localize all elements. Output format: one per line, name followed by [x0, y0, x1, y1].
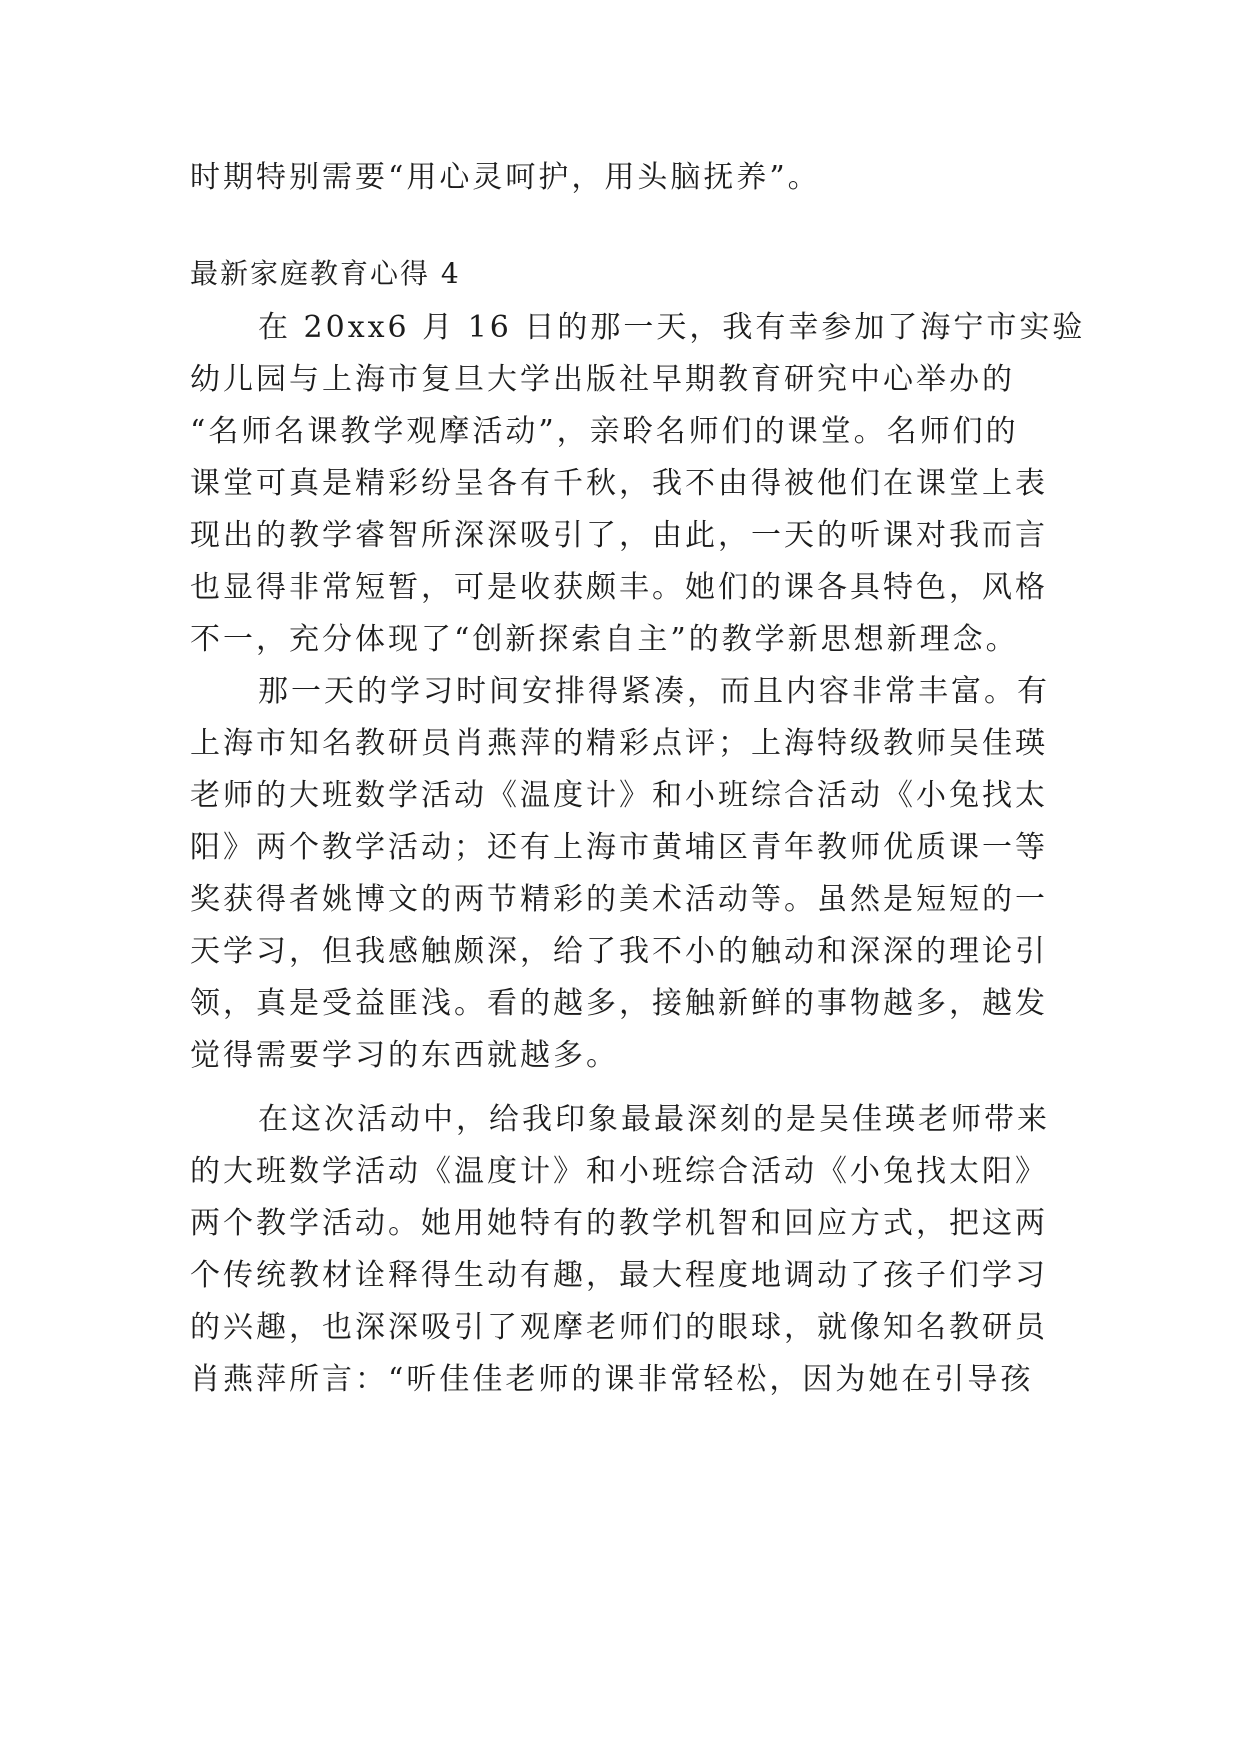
paragraph-1-line-4: 课堂可真是精彩纷呈各有千秋，我不由得被他们在课堂上表	[190, 466, 1048, 501]
section-title: 最新家庭教育心得 4	[190, 257, 461, 290]
paragraph-2-line-4: 阳》两个教学活动；还有上海市黄埔区青年教师优质课一等	[190, 830, 1048, 865]
paragraph-3-line-2: 的大班数学活动《温度计》和小班综合活动《小兔找太阳》	[190, 1154, 1048, 1189]
paragraph-2-line-1: 那一天的学习时间安排得紧凑，而且内容非常丰富。有	[258, 674, 1050, 709]
paragraph-3-line-4: 个传统教材诠释得生动有趣，最大程度地调动了孩子们学习	[190, 1258, 1048, 1293]
paragraph-1-line-6: 也显得非常短暂，可是收获颇丰。她们的课各具特色，风格	[190, 570, 1048, 605]
paragraph-2-line-2: 上海市知名教研员肖燕萍的精彩点评；上海特级教师吴佳瑛	[190, 726, 1048, 761]
paragraph-2-line-5: 奖获得者姚博文的两节精彩的美术活动等。虽然是短短的一	[190, 882, 1048, 917]
paragraph-1-line-5: 现出的教学睿智所深深吸引了，由此，一天的听课对我而言	[190, 518, 1048, 553]
paragraph-2-line-3: 老师的大班数学活动《温度计》和小班综合活动《小兔找太	[190, 778, 1048, 813]
paragraph-3-line-3: 两个教学活动。她用她特有的教学机智和回应方式，把这两	[190, 1206, 1048, 1241]
paragraph-1-line-7: 不一，充分体现了“创新探索自主”的教学新思想新理念。	[190, 622, 1019, 657]
paragraph-2-line-7: 领，真是受益匪浅。看的越多，接触新鲜的事物越多，越发	[190, 986, 1048, 1021]
paragraph-1-line-3: “名师名课教学观摩活动”，亲聆名师们的课堂。名师们的	[190, 414, 1019, 449]
paragraph-1-line-2: 幼儿园与上海市复旦大学出版社早期教育研究中心举办的	[190, 362, 1015, 397]
paragraph-2-line-6: 天学习，但我感触颇深，给了我不小的触动和深深的理论引	[190, 934, 1048, 969]
paragraph-3-line-5: 的兴趣，也深深吸引了观摩老师们的眼球，就像知名教研员	[190, 1310, 1048, 1345]
paragraph-1-line-1: 在 20xx6 月 16 日的那一天，我有幸参加了海宁市实验	[258, 310, 1086, 345]
paragraph-2-line-8: 觉得需要学习的东西就越多。	[190, 1038, 619, 1073]
paragraph-3-line-1: 在这次活动中，给我印象最最深刻的是吴佳瑛老师带来	[258, 1102, 1050, 1137]
intro-line: 时期特别需要“用心灵呵护，用头脑抚养”。	[190, 160, 821, 195]
paragraph-3-line-6: 肖燕萍所言：“听佳佳老师的课非常轻松，因为她在引导孩	[190, 1362, 1034, 1397]
